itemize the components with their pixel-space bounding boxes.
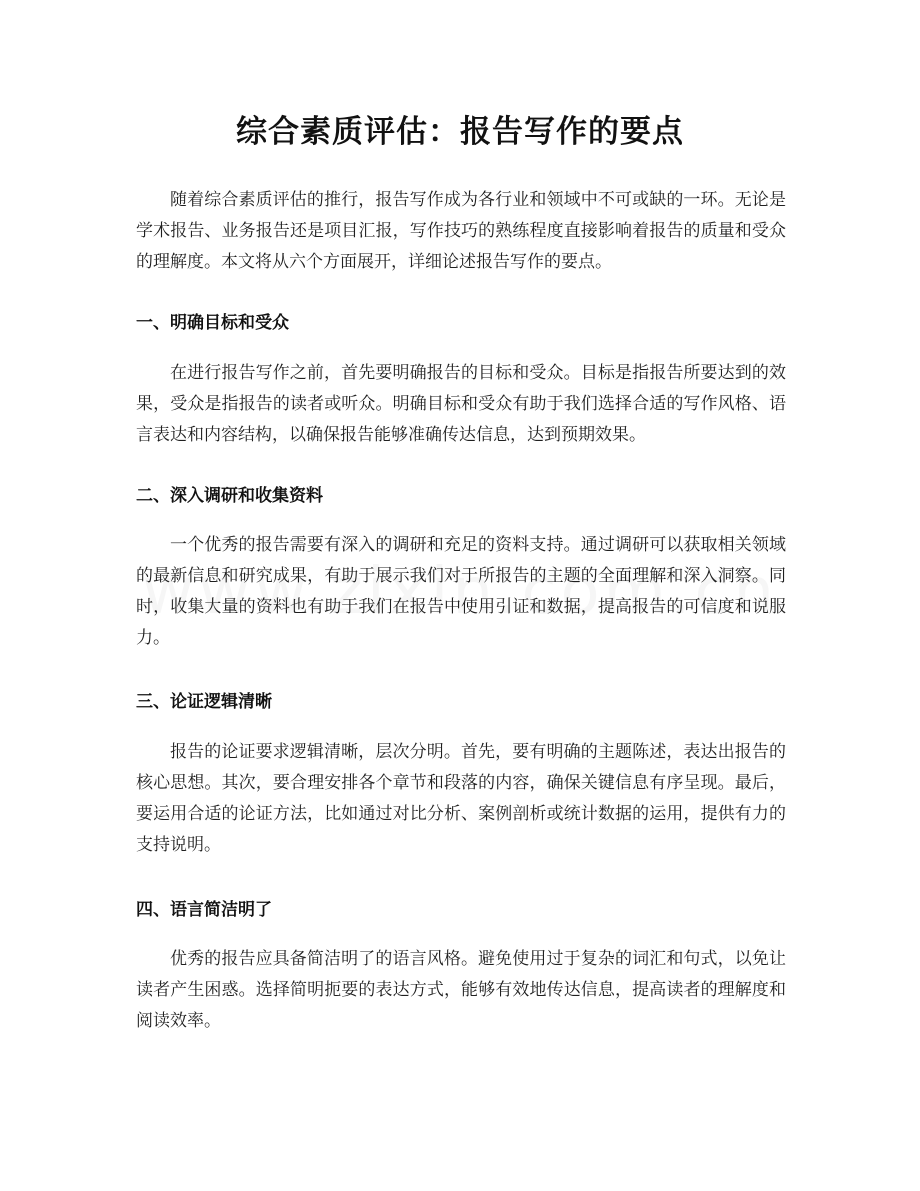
section-heading-4: 四、语言简洁明了: [136, 900, 272, 920]
document-title: 综合素质评估：报告写作的要点: [236, 114, 684, 150]
section-body-4: 优秀的报告应具备简洁明了的语言风格。避免使用过于复杂的词汇和句式，以免让读者产生困惑。选择简明扼要的表达方式，能够有效地传达信息，提高读者的理解度和阅读效率。: [136, 949, 786, 1031]
section-heading-2: 二、深入调研和收集资料: [136, 486, 323, 506]
section-body-1: 在进行报告写作之前，首先要明确报告的目标和受众。目标是指报告所要达到的效果，受众是指报告的读者或听众。明确目标和受众有助于我们选择合适的写作风格、语言表达和内容结构，以确保报告能够准确传达信息，达到预期效果。: [136, 363, 786, 445]
section-body-2: 一个优秀的报告需要有深入的调研和充足的资料支持。通过调研可以获取相关领域的最新信息和研究成果，有助于展示我们对于所报告的主题的全面理解和深入洞察。同时，收集大量的资料也有助于我们在报告中使用引证和数据，提高报告的可信度和说服力。: [136, 535, 786, 648]
section-heading-1: 一、明确目标和受众: [136, 313, 289, 333]
intro-paragraph: 随着综合素质评估的推行，报告写作成为各行业和领域中不可或缺的一环。无论是学术报告、业务报告还是项目汇报，写作技巧的熟练程度直接影响着报告的质量和受众的理解度。本文将从六个方面展开，详细论述报告写作的要点。: [136, 190, 786, 272]
section-heading-3: 三、论证逻辑清晰: [136, 692, 272, 712]
section-body-3: 报告的论证要求逻辑清晰，层次分明。首先，要有明确的主题陈述，表达出报告的核心思想。其次，要合理安排各个章节和段落的内容，确保关键信息有序呈现。最后，要运用合适的论证方法，比如通过对比分析、案例剖析或统计数据的运用，提供有力的支持说明。: [136, 742, 786, 855]
